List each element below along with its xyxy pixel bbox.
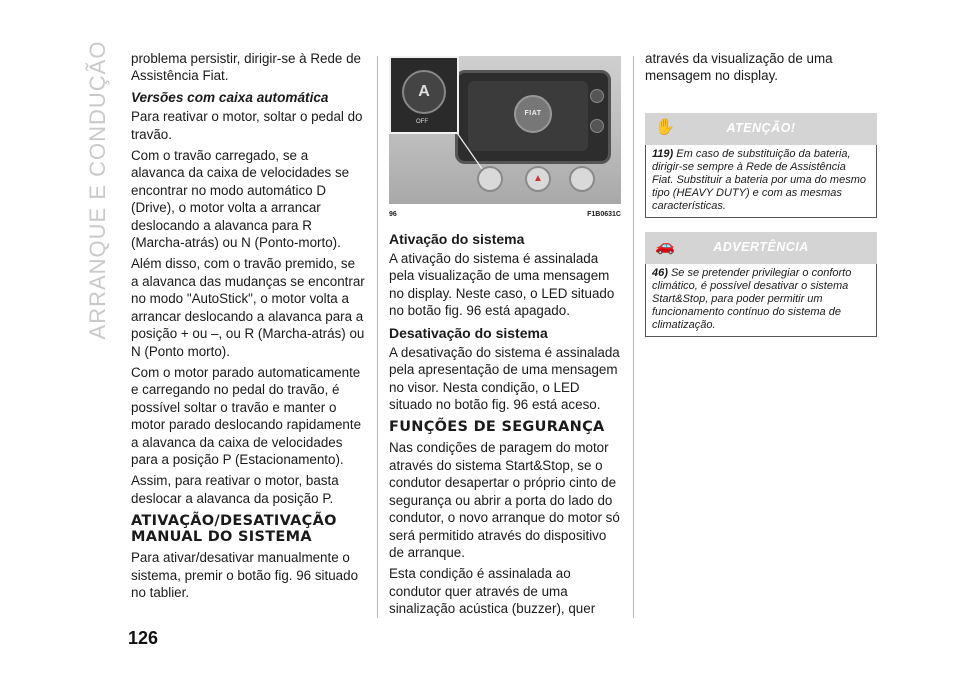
chapter-side-title-text: ARRANQUE E CONDUÇÃO (85, 40, 110, 340)
heading-deactivation: Desativação do sistema (389, 325, 548, 342)
column-divider (633, 56, 634, 618)
notice-title: ADVERTÊNCIA (713, 240, 809, 255)
subheading-automatic: Versões com caixa automática (131, 89, 329, 105)
chapter-side-title (78, 40, 118, 340)
notice-box (645, 264, 877, 337)
fiat-logo: FIAT (514, 95, 552, 133)
notice-number: 46) (652, 266, 668, 279)
warning-box (645, 145, 877, 218)
paragraph: Além disso, com o travão premido, se a alavanca das mudanças se encontrar no modo "AutoStick", o motor volta a arrancar deslocando a alavanca para a posição + ou –, ou R (Marcha-atrás) ou N (Ponto morto). (131, 256, 365, 359)
warning-number: 119) (652, 147, 674, 160)
column-divider (377, 56, 378, 618)
warning-banner (645, 113, 877, 145)
paragraph: Para reativar o motor, soltar o pedal do travão. (131, 109, 363, 142)
warning-title: ATENÇÃO! (726, 121, 796, 136)
figure-number: 96 (389, 211, 397, 218)
page-number: 126 (128, 628, 159, 648)
paragraph: Para ativar/desativar manualmente o sistema, premir o botão fig. 96 situado no tablier. (131, 550, 359, 600)
paragraph: Com o travão carregado, se a alavanca da caixa de velocidades se encontrar no modo automático D (Drive), o motor volta a arrancar deslocando a alavanca para R (Marcha-atrás) ou N (Ponto-morto). (131, 148, 350, 251)
figure-dashboard-button (389, 56, 621, 204)
section-heading-manual: ATIVAÇÃO/DESATIVAÇÃO MANUAL DO SISTEMA (131, 513, 337, 546)
section-heading-safety: FUNÇÕES DE SEGURANÇA (389, 419, 605, 436)
warning-hand-icon: ✋ (655, 118, 675, 136)
hazard-icon: ▲ (525, 166, 551, 192)
service-icon (569, 166, 595, 192)
figure-caption (389, 206, 621, 223)
notice-banner (645, 232, 877, 264)
paragraph: Esta condição é assinalada ao condutor quer através de uma sinalização acústica (buzzer), quer (389, 566, 596, 617)
notice-text: Se se pretender privilegiar o conforto climático, é possível desativar o sistema Start&Stop, para poder permitir um funcionamento contínuo do sistema de climatização. (652, 266, 852, 331)
paragraph: Com o motor parado automaticamente e carregando no pedal do travão, é possível soltar o travão e manter o motor parado deslocando rapidamente a alavanca da caixa de velocidades para a posição P (Estacionamento). (131, 364, 362, 467)
warning-text: Em caso de substituição da bateria, dirigir-se sempre à Rede de Assistência Fiat. Substituir a bateria por uma do mesmo tipo (HEAVY DUTY) e com as mesmas características. (652, 147, 866, 212)
column-right (645, 50, 877, 337)
paragraph: A desativação do sistema é assinalada pela apresentação de uma mensagem no visor. Nesta condição, o LED situado no botão fig. 96 está aceso. (389, 344, 620, 413)
paragraph: Assim, para reativar o motor, basta deslocar a alavanca da posição P. (131, 473, 339, 506)
figure-code: F1B0631C (587, 211, 621, 218)
start-stop-icon: A (402, 70, 446, 114)
paragraph: através da visualização de uma mensagem no display. (645, 51, 833, 84)
car-notice-icon: 🚗 (655, 237, 675, 255)
paragraph: A ativação do sistema é assinalada pela visualização de uma mensagem no display. Neste caso, o LED situado no botão fig. 96 está apagado. (389, 250, 615, 319)
paragraph: Nas condições de paragem do motor através do sistema Start&Stop, se o condutor desapertar o próprio cinto de segurança ou abrir a porta do lado do condutor, o novo arranque do motor só será permitido através do dispositivo de arranque. (389, 440, 620, 560)
start-stop-button-icon (477, 166, 503, 192)
column-middle (389, 56, 621, 622)
heading-activation: Ativação do sistema (389, 231, 525, 248)
column-left (131, 50, 365, 605)
off-label: OFF (416, 119, 428, 125)
button-closeup-inset (389, 56, 459, 134)
paragraph: problema persistir, dirigir-se à Rede de Assistência Fiat. (131, 51, 361, 84)
